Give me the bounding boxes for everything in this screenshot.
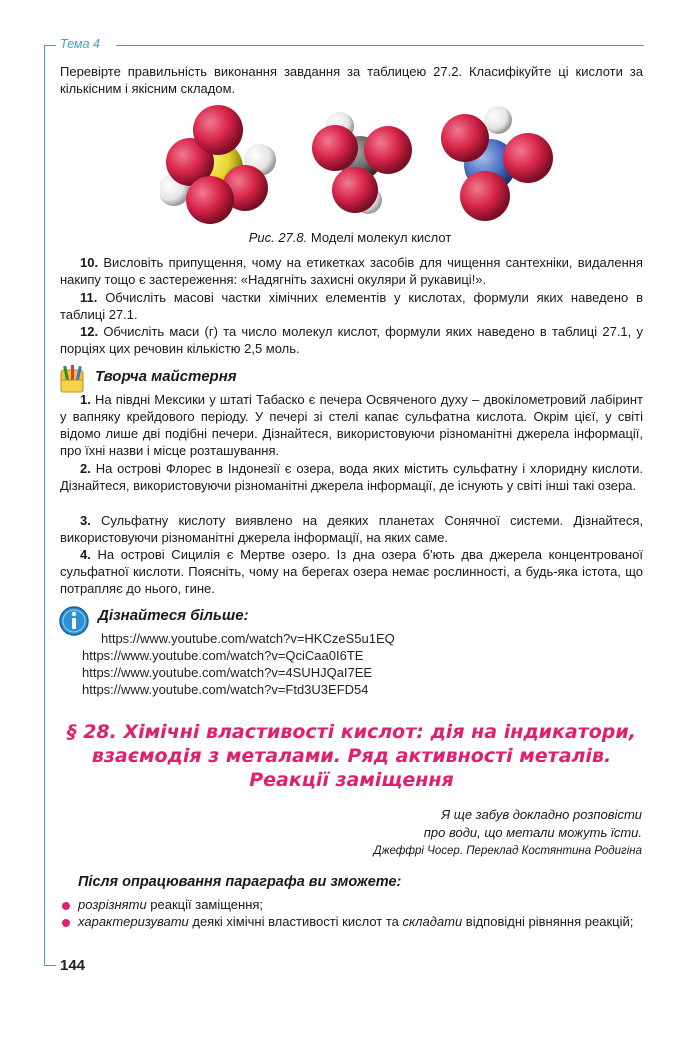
bullet-icon (62, 919, 70, 927)
task-number: 10. (80, 255, 99, 270)
creative-item-number: 3. (80, 513, 91, 528)
video-link[interactable]: https://www.youtube.com/watch?v=QciCaa0I6TE (82, 648, 364, 663)
creative-item (60, 546, 643, 597)
outcome-text: відповідні рівняння реакцій; (462, 914, 634, 929)
frame-line (116, 45, 644, 46)
task-text: Обчисліть масові частки хімічних елементів у кислотах, формули яких наведено в таблиці 27.1. (60, 290, 643, 322)
outcome-text: деякі хімічні властивості кислот та (188, 914, 403, 929)
epigraph-line: Я ще забув докладно розповісти (441, 807, 642, 822)
section-title (60, 720, 643, 792)
task-text: Висловіть припущення, чому на етикетках засобів для чищення сантехніки, видалення накипу тощо є застереження: «Надягніть захисні окуляри й рукавиці!». (60, 255, 643, 287)
frame-line (44, 45, 56, 46)
info-icon (58, 605, 90, 642)
section-title-line: Реакції заміщення (249, 769, 454, 791)
figure-caption-text: Моделі молекул кислот (310, 230, 452, 245)
video-link[interactable]: https://www.youtube.com/watch?v=HKCzeS5u1EQ (101, 631, 395, 646)
intro-text: Перевірте правильність виконання завдання за таблицею 27.2. Класифікуйте ці кислоти за кількісним і якісним складом. (60, 64, 643, 96)
creative-item-text: На острові Флорес в Індонезії є озера, вода яких містить сульфатну і хлоридну кислоти. Дізнайтеся, використовуючи різноманітні джерела інформації, де існують у світі інші такі озера. (60, 461, 643, 493)
task-text: Обчисліть маси (г) та число молекул кислот, формули яких наведено в таблиці 27.1, у порціях цих речовин кількістю 2,5 моль. (60, 324, 643, 356)
learn-more-title: Дізнайтеся більше: (98, 607, 249, 624)
bullet-icon (62, 902, 70, 910)
creative-item-number: 1. (80, 392, 91, 407)
creative-item-text: Сульфатну кислоту виявлено на деяких планетах Сонячної системи. Дізнайтеся, використовуючи різноманітні джерела інформації, на яких саме. (60, 513, 643, 545)
molecule-models-illustration (160, 100, 560, 225)
creative-item-number: 4. (80, 547, 91, 562)
creative-item (60, 512, 643, 546)
section-title-line: взаємодія з металами. Ряд активності металів. (91, 745, 612, 767)
task-item (60, 254, 643, 288)
figure-caption-label: Рис. 27.8. (248, 230, 308, 245)
epigraph-author: Джеффрі Чосер. Переклад Костянтина Родигіна (373, 845, 642, 857)
learn-more-title-text: Дізнайтеся більше (98, 607, 244, 624)
page-number: 144 (60, 957, 86, 974)
video-link[interactable]: https://www.youtube.com/watch?v=4SUHJQaI7EE (82, 665, 373, 680)
creative-workshop-title: Творча майстерня (95, 368, 237, 385)
outcome-verb: розрізняти (78, 897, 147, 912)
task-item (60, 289, 643, 323)
creative-item-number: 2. (80, 461, 91, 476)
task-number: 12. (80, 324, 99, 339)
creative-item-text: На півдні Мексики у штаті Табаско є печера Освяченого духу – двокілометровий лабіринт у вапняку крейдового періоду. У печері зі стелі капає сульфатна кислота. Окрім цієї, у світі відомо лише дві подібні печери. Дізнайтеся, використовуючи різноманітні джерела інформації, про їхні назви і місце розташування. (60, 392, 643, 458)
video-link[interactable]: https://www.youtube.com/watch?v=Ftd3U3EFD54 (82, 682, 369, 697)
epigraph-line: про води, що метали можуть їсти. (423, 825, 642, 840)
creative-item-text: На острові Сицилія є Мертве озеро. Із дна озера б'ють два джерела концентрованої сульфатної кислоти. Поясніть, чому на берегах озера немає рослинності, а будь-яка істота, що потрапляє до нього, гине. (60, 547, 643, 596)
frame-line (44, 965, 56, 966)
outcome-item (78, 913, 643, 930)
outcome-text: реакції заміщення; (146, 897, 264, 912)
outcome-verb: складати (402, 914, 463, 929)
task-item (60, 323, 643, 357)
figure-caption (0, 230, 700, 245)
frame-line (44, 45, 45, 965)
topic-label: Тема 4 (60, 37, 100, 51)
creative-item (60, 460, 643, 494)
outcome-item (78, 896, 643, 913)
molecule-models-figure (160, 100, 560, 225)
task-number: 11. (80, 290, 98, 305)
creative-item (60, 391, 643, 459)
section-title-line: § 28. Хімічні властивості кислот: дія на індикатори, (67, 721, 636, 743)
outcomes-title: Після опрацювання параграфа ви зможете: (78, 874, 402, 890)
outcome-verb: характеризувати (78, 914, 189, 929)
